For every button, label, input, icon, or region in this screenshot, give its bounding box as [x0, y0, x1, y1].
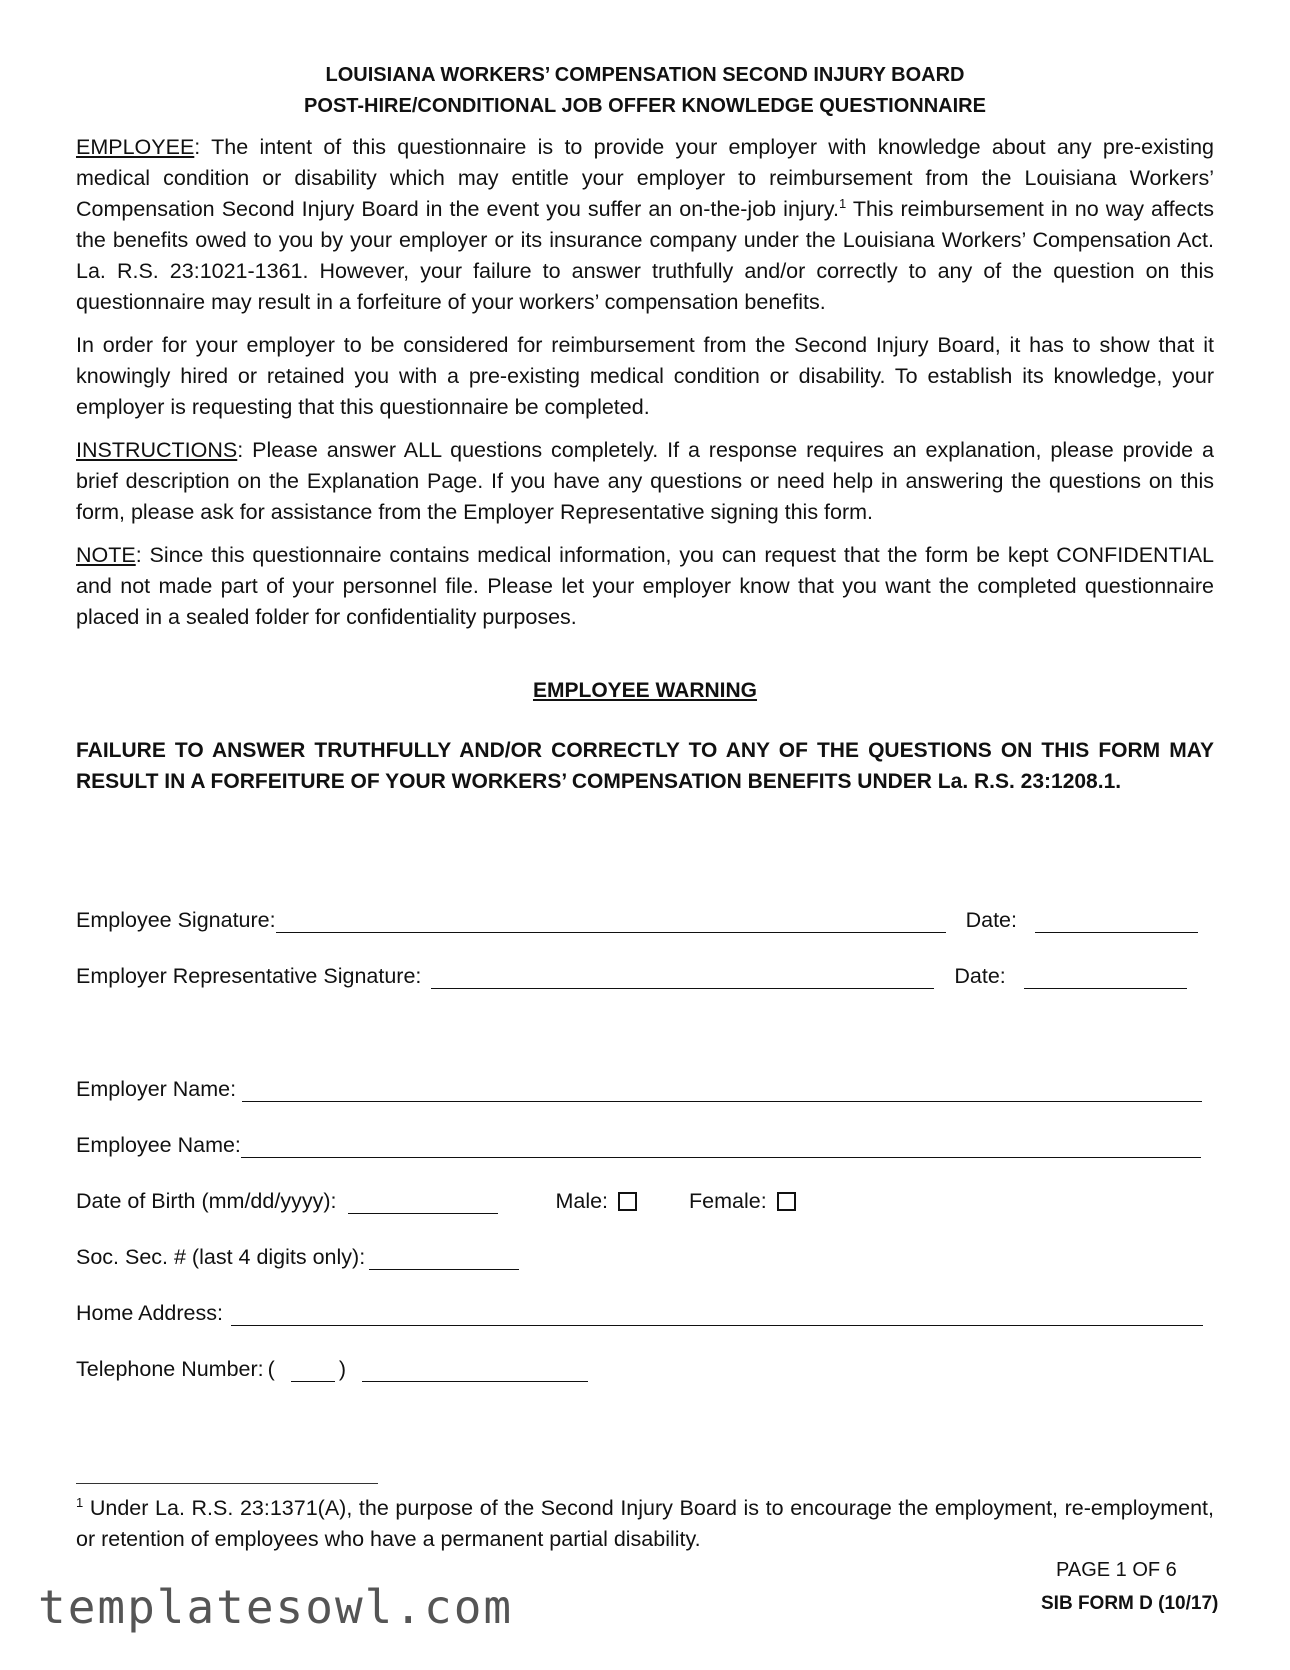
- area-code-field[interactable]: [291, 1359, 335, 1382]
- telephone-number-field[interactable]: [362, 1359, 588, 1382]
- telephone-open-paren: (: [267, 1357, 275, 1381]
- telephone-label: Telephone Number:: [76, 1357, 264, 1381]
- employee-signature-label: Employee Signature:: [76, 908, 276, 932]
- ssn-row: [76, 1245, 519, 1270]
- telephone-row: [76, 1357, 588, 1382]
- footnote: [76, 1493, 1214, 1555]
- watermark: templatesowl.com: [38, 1580, 514, 1634]
- female-label: Female:: [689, 1189, 767, 1213]
- footnote-ref: 1: [838, 195, 847, 211]
- employer-rep-signature-row: [76, 964, 1187, 989]
- warning-text: FAILURE TO ANSWER TRUTHFULLY AND/OR CORRECTLY TO ANY OF THE QUESTIONS ON THIS FORM MAY RESULT IN A FORFEITURE OF YOUR WORKERS’ COMPENSATION BENEFITS UNDER La. R.S. 23:1208.1.: [76, 739, 1214, 793]
- employee-signature-row: [76, 908, 1198, 933]
- employee-name-field[interactable]: [241, 1135, 1201, 1158]
- instructions-paragraph: [76, 435, 1214, 528]
- footnote-number: 1: [76, 1494, 84, 1510]
- employee-signature-field[interactable]: [276, 910, 946, 933]
- employer-rep-signature-field[interactable]: [431, 966, 934, 989]
- form-title-line-1: LOUISIANA WORKERS’ COMPENSATION SECOND INJURY BOARD: [325, 64, 965, 86]
- male-label: Male:: [555, 1189, 609, 1213]
- ssn-label: Soc. Sec. # (last 4 digits only):: [76, 1245, 366, 1269]
- footnote-text: Under La. R.S. 23:1371(A), the purpose of the Second Injury Board is to encourage the employment, re-employment, or retention of employees who have a permanent partial disability.: [76, 1496, 1214, 1551]
- date-label-2: Date:: [954, 964, 1006, 988]
- reimbursement-paragraph: In order for your employer to be considered for reimbursement from the Second Injury Board, it has to show that it knowingly hired or retained you with a pre-existing medical condition or disability. To establish its knowledge, your employer is requesting that this questionnaire be completed.: [76, 333, 1214, 419]
- employer-name-field[interactable]: [242, 1079, 1202, 1102]
- female-checkbox[interactable]: [777, 1192, 796, 1211]
- form-body: [76, 60, 1214, 797]
- employee-label: EMPLOYEE: [76, 135, 195, 159]
- employee-name-row: [76, 1133, 1201, 1158]
- page-number: PAGE 1 OF 6: [1056, 1559, 1177, 1581]
- employee-paragraph: [76, 132, 1214, 318]
- male-checkbox[interactable]: [618, 1192, 637, 1211]
- telephone-close-paren: ): [338, 1357, 346, 1381]
- employer-name-row: [76, 1077, 1202, 1102]
- date-field-2[interactable]: [1024, 966, 1187, 989]
- home-address-field[interactable]: [231, 1303, 1203, 1326]
- employer-rep-signature-label: Employer Representative Signature:: [76, 964, 422, 988]
- footnote-divider: [76, 1483, 378, 1484]
- employee-name-label: Employee Name:: [76, 1133, 241, 1157]
- date-field-1[interactable]: [1035, 910, 1198, 933]
- note-paragraph: [76, 540, 1214, 633]
- dob-field[interactable]: [348, 1191, 498, 1214]
- note-text: : Since this questionnaire contains medical information, you can request that the form be kept CONFIDENTIAL and not made part of your personnel file. Please let your employer know that you want the completed questionnaire placed in a sealed folder for confidentiality purposes.: [76, 543, 1214, 629]
- date-label-1: Date:: [965, 908, 1017, 932]
- home-address-row: [76, 1301, 1203, 1326]
- form-title-line-2: POST-HIRE/CONDITIONAL JOB OFFER KNOWLEDGE QUESTIONNAIRE: [304, 95, 986, 117]
- employer-name-label: Employer Name:: [76, 1077, 237, 1101]
- employee-text-b: This reimbursement in no way affects the benefits owed to you by your employer or its insurance company under the Louisiana Workers’ Compensation Act. La. R.S. 23:1021-1361. However, your failure to answer truthfully and/or correctly to any of the question on this questionnaire may result in a forfeiture of your workers’ compensation benefits.: [76, 197, 1214, 314]
- dob-label: Date of Birth (mm/dd/yyyy):: [76, 1189, 337, 1213]
- warning-title: EMPLOYEE WARNING: [532, 679, 758, 702]
- employee-text-a: : The intent of this questionnaire is to provide your employer with knowledge about any pre-existing medical condition or disability which may entitle your employer to reimbursement from the Louisiana Workers’ Compensation Second Injury Board in the event you suffer an on-the-job injury.: [76, 135, 1214, 221]
- home-address-label: Home Address:: [76, 1301, 223, 1325]
- instructions-text: : Please answer ALL questions completely. If a response requires an explanation, please provide a brief description on the Explanation Page. If you have any questions or need help in answering the questions on this form, please ask for assistance from the Employer Representative signing this form.: [76, 438, 1214, 524]
- form-id: SIB FORM D (10/17): [1041, 1593, 1219, 1614]
- ssn-field[interactable]: [369, 1247, 519, 1270]
- instructions-label: INSTRUCTIONS: [76, 438, 238, 462]
- note-label: NOTE: [76, 543, 136, 567]
- dob-gender-row: [76, 1189, 796, 1214]
